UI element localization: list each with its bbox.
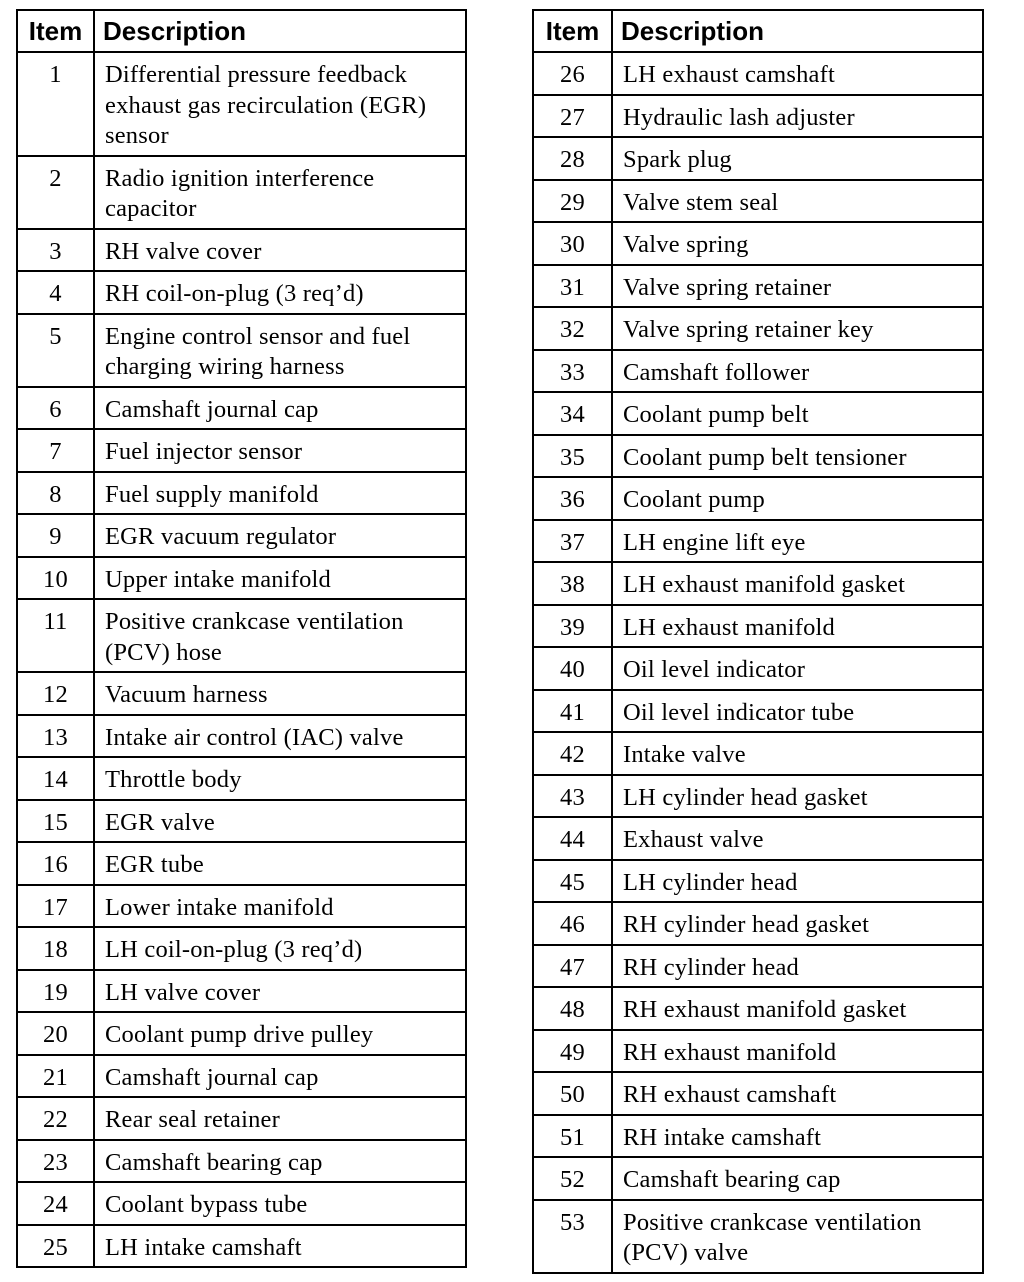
item-description: RH cylinder head [612,945,983,988]
table-row [17,885,466,928]
table-row [533,520,983,563]
item-number: 25 [17,1225,94,1268]
item-description: Intake valve [612,732,983,775]
item-description: Vacuum harness [94,672,466,715]
item-number: 47 [533,945,612,988]
item-number: 18 [17,927,94,970]
item-description: Positive crankcase ventilation (PCV) valve [612,1200,983,1273]
item-number: 36 [533,477,612,520]
table-row [17,800,466,843]
item-number: 48 [533,987,612,1030]
table-row [533,477,983,520]
item-number: 7 [17,429,94,472]
item-description: LH exhaust manifold gasket [612,562,983,605]
table-row [533,180,983,223]
item-number: 3 [17,229,94,272]
item-description: EGR valve [94,800,466,843]
table-row [533,137,983,180]
item-description: LH cylinder head gasket [612,775,983,818]
legend-table-left [16,9,467,1268]
item-number: 32 [533,307,612,350]
table-row [17,757,466,800]
item-description: Camshaft bearing cap [94,1140,466,1183]
table-row [17,1225,466,1268]
item-column-header: Item [17,10,94,52]
item-description: Exhaust valve [612,817,983,860]
table-row [533,222,983,265]
item-description: Coolant pump belt [612,392,983,435]
item-description: Positive crankcase ventilation (PCV) hose [94,599,466,672]
item-description: LH intake camshaft [94,1225,466,1268]
item-number: 26 [533,52,612,95]
item-description: Oil level indicator [612,647,983,690]
item-description: EGR tube [94,842,466,885]
item-description: RH exhaust manifold [612,1030,983,1073]
item-number: 38 [533,562,612,605]
table-row [533,562,983,605]
item-description: Camshaft bearing cap [612,1157,983,1200]
table-row [17,1182,466,1225]
item-number: 28 [533,137,612,180]
table-row [533,435,983,478]
item-number: 40 [533,647,612,690]
item-description: LH coil-on-plug (3 req’d) [94,927,466,970]
table-row [17,715,466,758]
table-row [533,392,983,435]
table-row [17,429,466,472]
description-column-header: Description [612,10,983,52]
item-number: 8 [17,472,94,515]
table-row [17,1140,466,1183]
item-description: RH intake camshaft [612,1115,983,1158]
item-description: Valve spring retainer [612,265,983,308]
item-number: 10 [17,557,94,600]
item-description: Coolant pump drive pulley [94,1012,466,1055]
item-number: 1 [17,52,94,156]
item-number: 33 [533,350,612,393]
item-number: 20 [17,1012,94,1055]
item-number: 6 [17,387,94,430]
item-number: 30 [533,222,612,265]
legend-table-right [532,9,984,1274]
item-number: 9 [17,514,94,557]
table-row [533,860,983,903]
table-row [17,842,466,885]
table-row [533,1072,983,1115]
table-row [17,557,466,600]
item-number: 37 [533,520,612,563]
item-description: Coolant pump [612,477,983,520]
item-number: 43 [533,775,612,818]
item-description: Throttle body [94,757,466,800]
item-description: Lower intake manifold [94,885,466,928]
item-description: RH coil-on-plug (3 req’d) [94,271,466,314]
item-description: Valve spring retainer key [612,307,983,350]
table-row [533,350,983,393]
item-description: Hydraulic lash adjuster [612,95,983,138]
item-number: 39 [533,605,612,648]
item-number: 15 [17,800,94,843]
item-number: 29 [533,180,612,223]
table-row [17,514,466,557]
table-row [533,307,983,350]
item-description: Radio ignition interference capacitor [94,156,466,229]
item-number: 23 [17,1140,94,1183]
item-description: Rear seal retainer [94,1097,466,1140]
item-description: RH cylinder head gasket [612,902,983,945]
table-row [17,970,466,1013]
item-description: LH cylinder head [612,860,983,903]
table-row [17,387,466,430]
table-row [533,52,983,95]
table-row [17,672,466,715]
item-description: RH exhaust manifold gasket [612,987,983,1030]
item-description: LH valve cover [94,970,466,1013]
item-description: Engine control sensor and fuel charging wiring harness [94,314,466,387]
header-row [17,10,466,52]
item-number: 34 [533,392,612,435]
item-number: 4 [17,271,94,314]
item-description: Coolant bypass tube [94,1182,466,1225]
item-description: Upper intake manifold [94,557,466,600]
table-row [533,1157,983,1200]
item-description: Coolant pump belt tensioner [612,435,983,478]
item-number: 51 [533,1115,612,1158]
item-number: 21 [17,1055,94,1098]
item-number: 49 [533,1030,612,1073]
table-row [533,987,983,1030]
table-row [17,927,466,970]
item-number: 41 [533,690,612,733]
item-number: 50 [533,1072,612,1115]
item-description: Camshaft follower [612,350,983,393]
item-number: 44 [533,817,612,860]
item-number: 12 [17,672,94,715]
item-description: LH exhaust manifold [612,605,983,648]
item-description: Fuel supply manifold [94,472,466,515]
item-number: 53 [533,1200,612,1273]
item-description: Valve spring [612,222,983,265]
table-row [17,271,466,314]
item-number: 19 [17,970,94,1013]
table-row [17,1012,466,1055]
item-number: 31 [533,265,612,308]
item-number: 45 [533,860,612,903]
item-number: 52 [533,1157,612,1200]
item-description: Camshaft journal cap [94,1055,466,1098]
item-description: Fuel injector sensor [94,429,466,472]
item-description: RH valve cover [94,229,466,272]
item-description: Valve stem seal [612,180,983,223]
table-row [17,599,466,672]
item-description: LH engine lift eye [612,520,983,563]
item-description: Oil level indicator tube [612,690,983,733]
table-row [533,265,983,308]
item-number: 35 [533,435,612,478]
table-row [533,732,983,775]
item-number: 42 [533,732,612,775]
header-row [533,10,983,52]
item-column-header: Item [533,10,612,52]
table-row [533,817,983,860]
table-row [17,52,466,156]
table-row [17,314,466,387]
table-row [533,95,983,138]
table-row [17,1055,466,1098]
table-row [533,647,983,690]
description-column-header: Description [94,10,466,52]
table-row [533,1200,983,1273]
table-row [533,945,983,988]
table-row [533,902,983,945]
table-row [17,1097,466,1140]
item-number: 16 [17,842,94,885]
item-description: LH exhaust camshaft [612,52,983,95]
item-number: 13 [17,715,94,758]
item-number: 5 [17,314,94,387]
item-number: 22 [17,1097,94,1140]
item-number: 11 [17,599,94,672]
item-description: Spark plug [612,137,983,180]
item-number: 24 [17,1182,94,1225]
item-description: Differential pressure feedback exhaust gas recirculation (EGR) sensor [94,52,466,156]
table-row [17,472,466,515]
item-description: EGR vacuum regulator [94,514,466,557]
table-row [533,690,983,733]
item-number: 14 [17,757,94,800]
table-row [533,1030,983,1073]
item-number: 27 [533,95,612,138]
item-number: 17 [17,885,94,928]
item-description: RH exhaust camshaft [612,1072,983,1115]
item-number: 46 [533,902,612,945]
table-row [533,605,983,648]
item-description: Intake air control (IAC) valve [94,715,466,758]
item-number: 2 [17,156,94,229]
table-row [17,156,466,229]
table-row [533,775,983,818]
table-row [17,229,466,272]
item-description: Camshaft journal cap [94,387,466,430]
table-row [533,1115,983,1158]
